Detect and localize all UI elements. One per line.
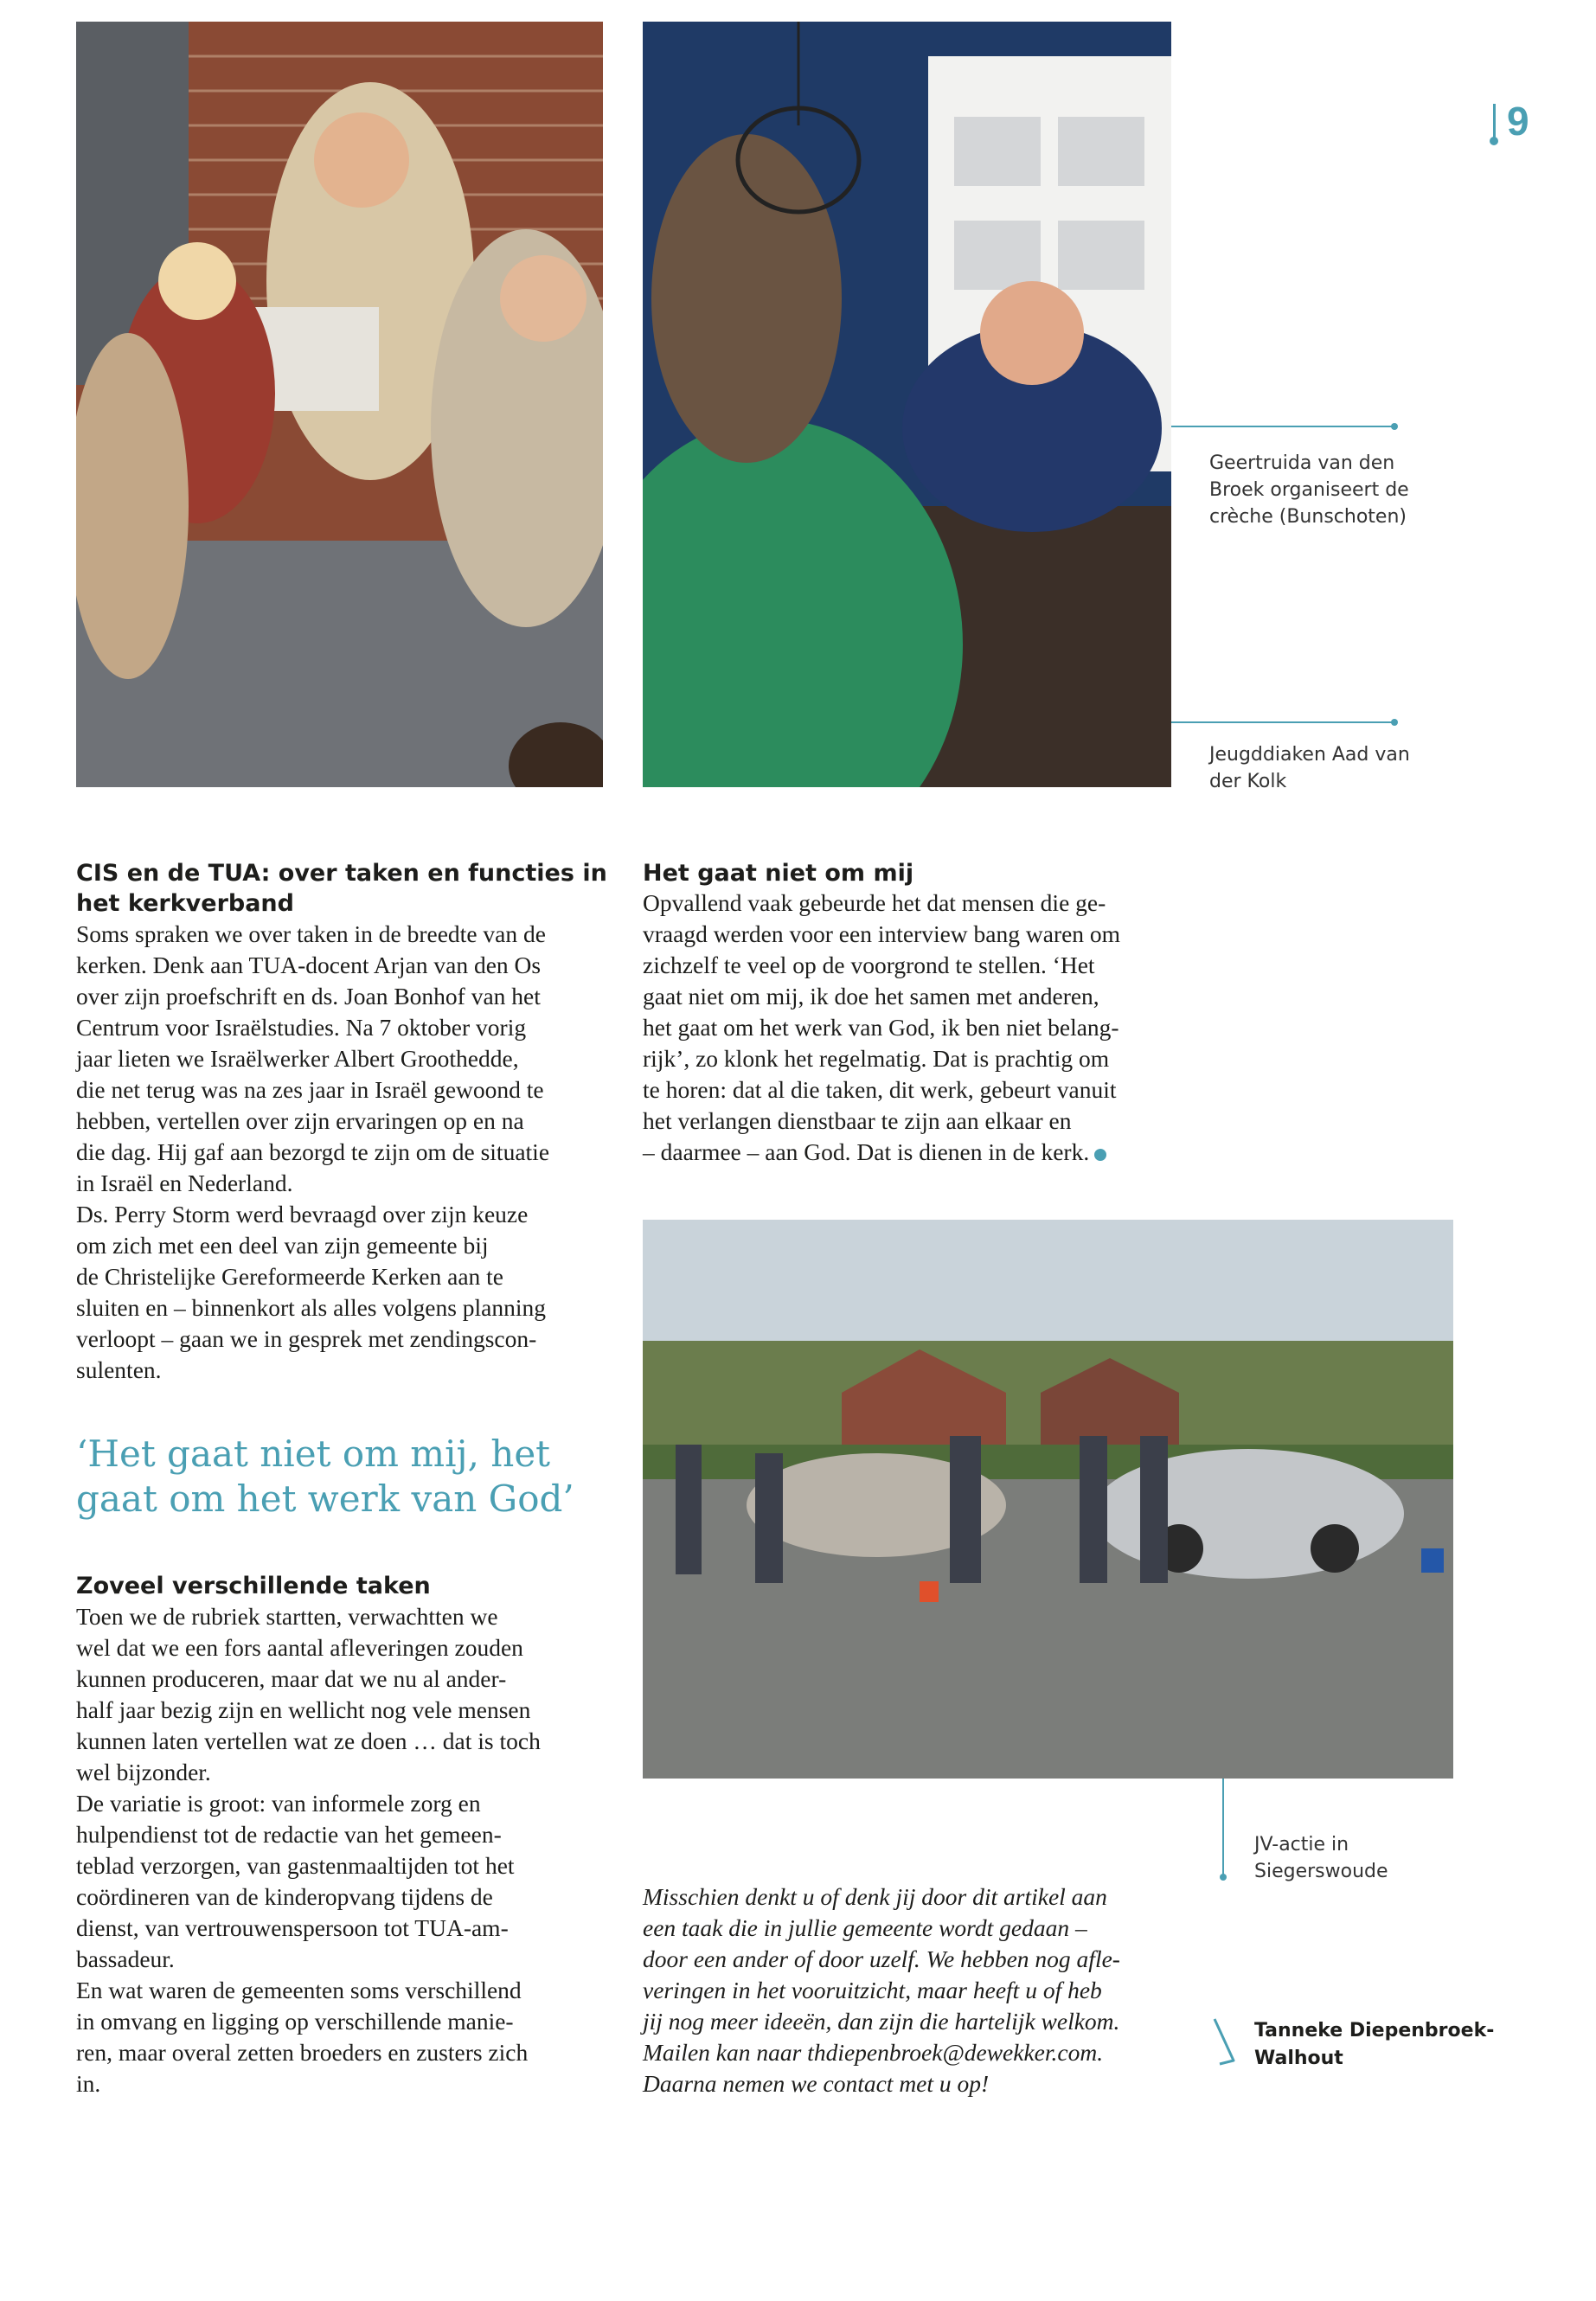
body-cis-tua (76, 919, 612, 1386)
author-line: Tanneke Diepenbroek- (1254, 2020, 1495, 2041)
caption-line: crèche (Bunschoten) (1209, 506, 1407, 528)
text-line: in Israël en Nederland. (76, 1170, 293, 1196)
pull-quote-line: ‘Het gaat niet om mij, het (76, 1433, 551, 1475)
heading-cis-tua (76, 858, 612, 919)
text-line: in. (76, 2070, 101, 2097)
photo-creche-reading (76, 22, 603, 787)
text-line: wel bijzonder. (76, 1759, 211, 1785)
heading-line: Zoveel verschillende taken (76, 1573, 431, 1599)
text-line: dienst, van vertrouwenspersoon tot TUA-am- (76, 1914, 509, 1941)
closing-invitation (643, 1881, 1205, 2099)
text-line: door een ander of door uzelf. We hebben nog afle- (643, 1945, 1120, 1972)
pull-quote (76, 1432, 612, 1522)
text-line: sulenten. (76, 1356, 162, 1383)
caption-jv-actie (1254, 1831, 1479, 1885)
text-line: het verlangen dienstbaar te zijn aan elkaar en (643, 1107, 1072, 1134)
text-line: kerken. Denk aan TUA-docent Arjan van den Os (76, 952, 542, 978)
text-line: Ds. Perry Storm werd bevraagd over zijn keuze (76, 1201, 529, 1227)
text-line: veringen in het vooruitzicht, maar heeft u of heb (643, 1977, 1102, 2003)
heading-line: Het gaat niet om mij (643, 860, 914, 887)
text-line: ren, maar overal zetten broeders en zusters zich (76, 2039, 529, 2066)
author-name (1254, 2017, 1540, 2073)
text-line: die net terug was na zes jaar in Israël gewoond te (76, 1076, 544, 1103)
text-line: kunnen laten vertellen wat ze doen … dat is toch (76, 1727, 541, 1754)
text-line: teblad verzorgen, van gastenmaaltijden tot het (76, 1852, 515, 1879)
text-line: gaat niet om mij, ik doe het samen met anderen, (643, 983, 1099, 1009)
text-line: om zich met een deel van zijn gemeente bij (76, 1232, 489, 1259)
text-line: het gaat om het werk van God, ik ben niet belang- (643, 1014, 1119, 1041)
text-line: een taak die in jullie gemeente wordt gedaan – (643, 1914, 1087, 1941)
caption-line: Broek organiseert de (1209, 479, 1409, 501)
text-line: jaar lieten we Israëlwerker Albert Groothedde, (76, 1045, 519, 1072)
text-line: Centrum voor Israëlstudies. Na 7 oktober vorig (76, 1014, 527, 1041)
text-line: kunnen produceren, maar dat we nu al ander- (76, 1665, 507, 1692)
text-line: Soms spraken we over taken in de breedte van de (76, 920, 546, 947)
text-line: Mailen kan naar thdiepenbroek@dewekker.com. (643, 2039, 1104, 2066)
body-verschillende-taken (76, 1601, 612, 2099)
text-line: sluiten en – binnenkort als alles volgens planning (76, 1294, 547, 1321)
caption-connector (1171, 426, 1394, 427)
heading-line: CIS en de TUA: over taken en functies in (76, 860, 607, 887)
text-line: Misschien denkt u of denk jij door dit artikel aan (643, 1883, 1107, 1910)
caption-creche (1209, 450, 1434, 530)
text-line: coördineren van de kinderopvang tijdens de (76, 1883, 493, 1910)
text-line: jij nog meer ideeën, dan zijn die hartelijk welkom. (643, 2008, 1120, 2035)
page-number (1490, 97, 1559, 149)
text-line: – daarmee – aan God. Dat is dienen in de kerk. (643, 1138, 1090, 1165)
text-line: de Christelijke Gereformeerde Kerken aan te (76, 1263, 503, 1290)
text-line: over zijn proefschrift en ds. Joan Bonhof van het (76, 983, 541, 1009)
text-line: bassadeur. (76, 1945, 175, 1972)
text-line: half jaar bezig zijn en wellicht nog vele mensen (76, 1696, 531, 1723)
caption-line: Siegerswoude (1254, 1861, 1388, 1882)
end-mark-dot (1094, 1149, 1106, 1161)
text-line: hulpendienst tot de redactie van het gemeen- (76, 1821, 502, 1848)
text-line: Opvallend vaak gebeurde het dat mensen die ge- (643, 889, 1106, 916)
text-line: zichzelf te veel op de voorgrond te stellen. ‘Het (643, 952, 1095, 978)
heading-line: het kerkverband (76, 890, 294, 917)
caption-line: JV-actie in (1254, 1834, 1349, 1856)
body-niet-om-mij (643, 888, 1196, 1168)
text-line: rijk’, zo klonk het regelmatig. Dat is prachtig om (643, 1045, 1110, 1072)
caption-line: der Kolk (1209, 771, 1287, 792)
caption-connector-dot (1391, 423, 1398, 430)
caption-connector (1171, 721, 1394, 723)
caption-connector-dot (1391, 719, 1398, 726)
caption-line: Geertruida van den (1209, 452, 1395, 474)
text-line: die dag. Hij gaf aan bezorgd te zijn om de situatie (76, 1138, 550, 1165)
heading-niet-om-mij (643, 858, 1196, 888)
photo-interview (643, 22, 1171, 787)
caption-line: Jeugddiaken Aad van (1209, 744, 1410, 766)
author-pen-icon (1211, 2017, 1246, 2066)
text-line: De variatie is groot: van informele zorg en (76, 1790, 481, 1817)
text-line: En wat waren de gemeenten soms verschillend (76, 1977, 522, 2003)
caption-connector-dot (1220, 1874, 1227, 1881)
caption-jeugddiaken (1209, 741, 1434, 795)
text-line: Daarna nemen we contact met u op! (643, 2070, 990, 2097)
text-line: in omvang en ligging op verschillende manie- (76, 2008, 514, 2035)
text-line-last (643, 1137, 1196, 1168)
page-number-text: 9 (1507, 99, 1529, 144)
heading-verschillende-taken (76, 1571, 612, 1601)
text-line: Toen we de rubriek startten, verwachtten we (76, 1603, 498, 1630)
pull-quote-line: gaat om het werk van God’ (76, 1477, 574, 1520)
text-line: te horen: dat al die taken, dit werk, gebeurt vanuit (643, 1076, 1117, 1103)
photo-jv-actie-carwash (643, 1220, 1453, 1779)
caption-connector (1222, 1779, 1224, 1877)
text-line: vraagd werden voor een interview bang waren om (643, 920, 1121, 947)
text-line: verloopt – gaan we in gesprek met zendingscon- (76, 1325, 537, 1352)
author-line: Walhout (1254, 2048, 1343, 2069)
text-line: hebben, vertellen over zijn ervaringen op en na (76, 1107, 524, 1134)
text-line: wel dat we een fors aantal afleveringen zouden (76, 1634, 523, 1661)
